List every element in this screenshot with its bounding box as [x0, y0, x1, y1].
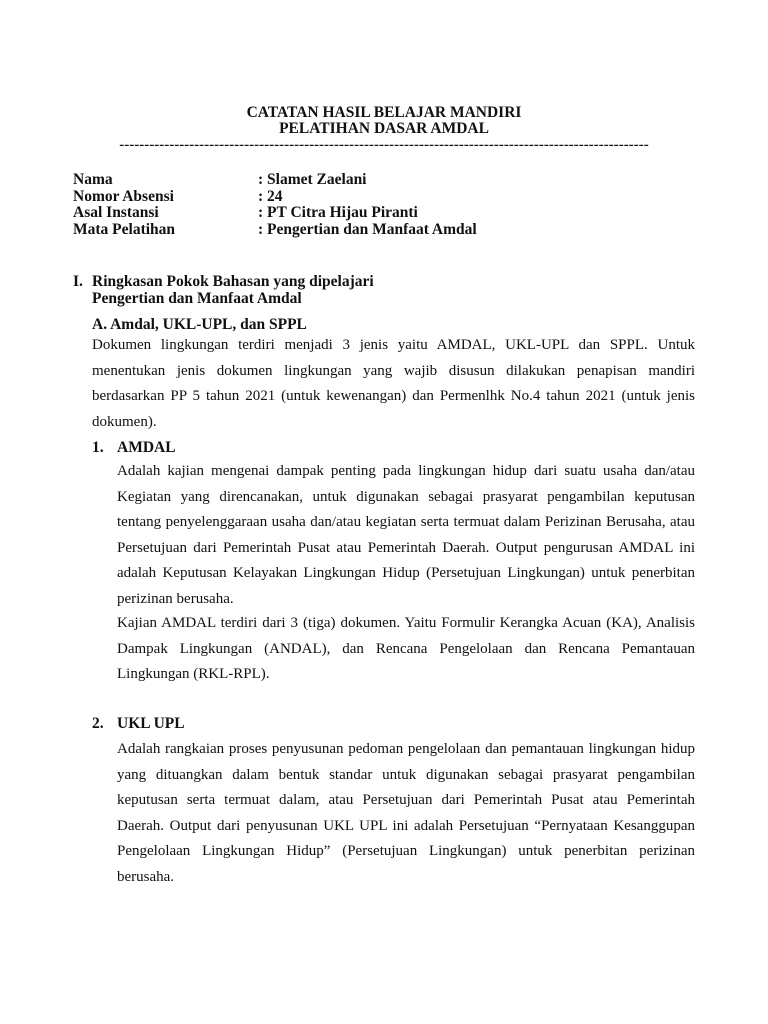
info-label-nomor-absensi: Nomor Absensi: [73, 188, 174, 205]
item-2-title: UKL UPL: [117, 715, 185, 732]
paragraph-line: Persetujuan dari Pemerintah Pusat atau Pemerintah Daerah. Output pengurusan AMDAL ini: [117, 539, 695, 556]
paragraph-line: berdasarkan PP 5 tahun 2021 (untuk kewenangan) dan Permenlhk No.4 tahun 2021 (untuk jenis: [92, 388, 695, 404]
paragraph-line: Dampak Lingkungan (ANDAL), dan Rencana Pengelolaan dan Rencana Pemantauan: [117, 640, 695, 657]
info-label-nama: Nama: [73, 171, 113, 188]
paragraph-line: dokumen).: [92, 413, 157, 430]
subsection-a-heading: A. Amdal, UKL-UPL, dan SPPL: [92, 316, 307, 333]
paragraph-line: tentang penyelenggaraan usaha dan/atau kegiatan serta termuat dalam Perizinan Berusaha, atau: [117, 514, 695, 530]
paragraph-line: Dokumen lingkungan terdiri menjadi 3 jenis yaitu AMDAL, UKL-UPL dan SPPL. Untuk: [92, 337, 695, 353]
paragraph-line: yang dituangkan dalam bentuk standar untuk digunakan sebagai prasyarat pengambilan: [117, 766, 695, 783]
section-title: Ringkasan Pokok Bahasan yang dipelajari: [92, 273, 374, 290]
item-1-number: 1.: [92, 439, 104, 456]
info-value-nomor-absensi: : 24: [258, 188, 283, 205]
paragraph-line: Adalah kajian mengenai dampak penting pada lingkungan hidup dari suatu usaha dan/atau: [117, 463, 695, 479]
amdal-paragraph-2: [117, 611, 695, 688]
paragraph-line: perizinan berusaha.: [117, 590, 234, 607]
paragraph-line: berusaha.: [117, 868, 175, 885]
paragraph-line: keputusan serta termuat dalam, atau Persetujuan dari Pemerintah Pusat atau Pemerintah: [117, 792, 695, 808]
info-label-mata-pelatihan: Mata Pelatihan: [73, 221, 176, 238]
document-title: CATATAN HASIL BELAJAR MANDIRI: [246, 104, 522, 121]
amdal-paragraph-1: [117, 459, 695, 612]
intro-paragraph: [92, 333, 695, 435]
header-separator: ----------------------------------------------------------------------------------------------------------: [119, 137, 649, 153]
paragraph-line: Kegiatan yang direncanakan, untuk digunakan sebagai prasyarat pengambilan keputusan: [117, 488, 695, 505]
ukl-upl-paragraph: [117, 737, 695, 890]
paragraph-line: Kajian AMDAL terdiri dari 3 (tiga) dokumen. Yaitu Formulir Kerangka Acuan (KA), Analisis: [117, 615, 695, 631]
paragraph-line: menentukan jenis dokumen lingkungan yang wajib disusun dilakukan penapisan mandiri: [92, 362, 695, 379]
info-label-asal-instansi: Asal Instansi: [73, 204, 159, 221]
paragraph-line: Daerah. Output dari penyusunan UKL UPL ini adalah Persetujuan “Pernyataan Kesanggupan: [117, 817, 695, 834]
info-value-asal-instansi: : PT Citra Hijau Piranti: [258, 204, 418, 221]
paragraph-line: Lingkungan (RKL-RPL).: [117, 666, 270, 682]
info-value-nama: : Slamet Zaelani: [258, 171, 367, 188]
item-1-title: AMDAL: [117, 439, 176, 456]
section-number: I.: [73, 273, 83, 290]
section-subtitle: Pengertian dan Manfaat Amdal: [92, 290, 302, 307]
paragraph-line: Pengelolaan Lingkungan Hidup” (Persetujuan Lingkungan) untuk penerbitan perizinan: [117, 843, 695, 859]
paragraph-line: adalah Keputusan Kelayakan Lingkungan Hidup (Persetujuan Lingkungan) untuk penerbitan: [117, 565, 695, 581]
document-subtitle: PELATIHAN DASAR AMDAL: [279, 120, 489, 137]
paragraph-line: Adalah rangkaian proses penyusunan pedoman pengelolaan dan pemantauan lingkungan hidup: [117, 741, 695, 757]
item-2-number: 2.: [92, 715, 104, 732]
info-value-mata-pelatihan: : Pengertian dan Manfaat Amdal: [258, 221, 477, 238]
